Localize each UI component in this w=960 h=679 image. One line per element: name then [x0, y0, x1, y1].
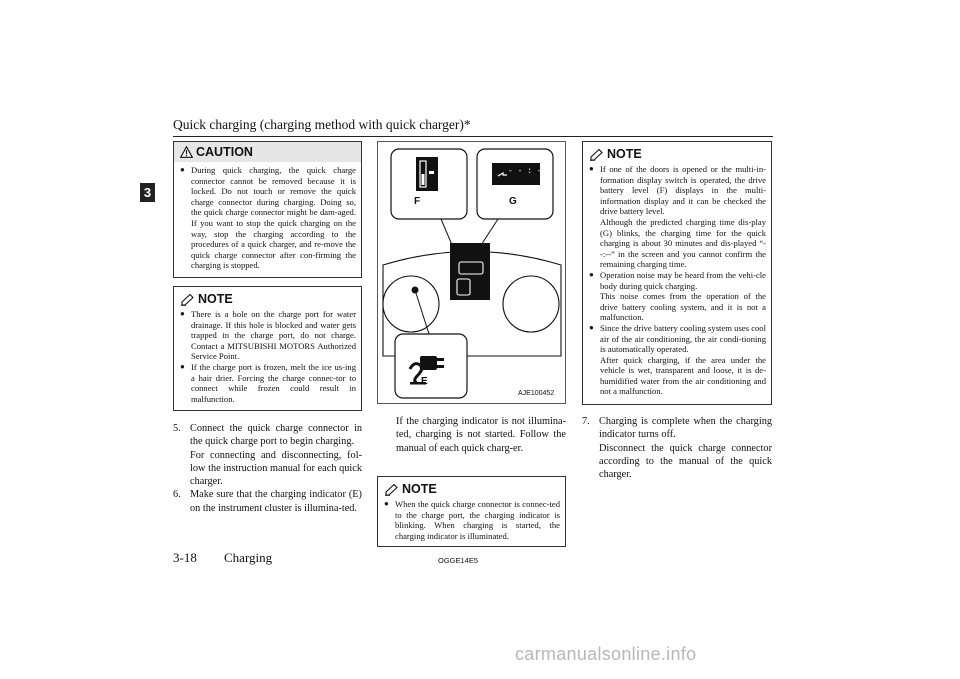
- note-item-text: If the charge port is frozen, melt the ice us-ing a hair drier. Forcing the charge connec-tor to connect while frozen could result in malfunction.: [191, 361, 356, 404]
- step-number: 7.: [582, 416, 590, 427]
- note-item: [589, 164, 766, 217]
- note-item: [180, 362, 356, 404]
- step-extra: Disconnect the quick charge connector according to the manual of the quick charger.: [599, 442, 772, 481]
- note-item: [589, 270, 766, 291]
- document-code: OGGE14E5: [438, 556, 479, 565]
- note-box-right: [582, 141, 772, 405]
- note-title: NOTE: [607, 147, 642, 161]
- note-title: NOTE: [198, 292, 233, 306]
- note-icon: [180, 293, 195, 306]
- note-box-right-header: [589, 146, 766, 162]
- note-box-middle: [377, 476, 566, 547]
- note-sub-text: After quick charging, if the area under the vehicle is wet, transparent and loose, it is de-humidified water from the air conditioning and not a malfunction.: [600, 354, 766, 397]
- instrument-cluster-figure: [377, 141, 566, 404]
- note-item: [589, 323, 766, 355]
- note-icon: [589, 148, 604, 161]
- note-icon: [384, 483, 399, 496]
- steps-right: [582, 415, 772, 481]
- bullet-icon: ●: [589, 164, 594, 173]
- label-e: E: [421, 376, 428, 387]
- watermark: carmanualsonline.info: [515, 644, 697, 664]
- note-title: NOTE: [402, 482, 437, 496]
- step-number: 6.: [173, 489, 181, 501]
- step-6: [173, 488, 362, 515]
- bullet-icon: ●: [589, 322, 594, 332]
- bullet-icon: ●: [384, 499, 389, 508]
- note-item-text: Since the drive battery cooling system uses cool air of the air conditioning, the air condi-tioning is automatically operated.: [600, 322, 766, 355]
- label-g: G: [509, 196, 517, 207]
- caution-box-header: [174, 142, 361, 162]
- bullet-icon: ●: [180, 361, 185, 371]
- note-sub-text: This noise comes from the operation of the drive battery cooling system, and it is not a malfunction.: [600, 291, 766, 323]
- page-number: 3-18: [173, 550, 197, 565]
- bullet-icon: ●: [180, 165, 185, 174]
- header-rule: [173, 136, 773, 137]
- caution-item: [180, 165, 356, 271]
- steps-left: [173, 422, 362, 515]
- label-f: F: [414, 196, 421, 207]
- right-gauge: [503, 276, 559, 332]
- note-item-text: If one of the doors is opened or the multi-in-formation display switch is operated, the drive battery level (F) displays in the multi-information display and it can be checked the drive battery level.: [600, 164, 766, 217]
- note-item: [384, 499, 560, 541]
- step-text: Make sure that the charging indicator (E) on the instrument cluster is illumina-ted.: [190, 489, 362, 514]
- bullet-icon: ●: [589, 269, 594, 279]
- cluster-illustration: [378, 142, 567, 405]
- middle-paragraph: If the charging indicator is not illumina-ted, charging is not started. Follow the manual of each quick charg-er.: [396, 416, 566, 454]
- battery-level-display: [416, 157, 438, 191]
- chapter-tab: 3: [140, 183, 155, 202]
- note-box-left-header: [180, 291, 356, 307]
- warning-icon: [180, 146, 193, 158]
- section-name: Charging: [224, 550, 273, 565]
- step-extra: For connecting and disconnecting, fol-low the instruction manual for each quick charger.: [190, 449, 362, 488]
- step-5: [173, 422, 362, 488]
- caution-box: [173, 141, 362, 278]
- step-text: Connect the quick charge connector in the quick charge port to begin charging.: [190, 423, 362, 448]
- caution-item-text: During quick charging, the quick charge connector cannot be removed because it is locked. Do not touch or remove the quick charge connector during charging. Doing so, the quick charge connector might be dam-aged. If you want to stop the quick charging on the way, stop the charging according to the procedures of a quick charger, and re-move the quick charge connector after con-firming the charging is stopped.: [191, 165, 356, 271]
- note-item-text: Operation noise may be heard from the vehi-cle body during quick charging.: [600, 269, 766, 291]
- step-number: 5.: [173, 423, 181, 434]
- note-box-middle-header: [384, 481, 560, 497]
- caution-title: CAUTION: [196, 145, 253, 159]
- step-7: [582, 415, 772, 481]
- display-text: - - : - -: [508, 167, 552, 176]
- note-item: [180, 309, 356, 362]
- note-box-left: [173, 286, 362, 411]
- figure-code: AJE100452: [518, 390, 555, 397]
- bullet-icon: ●: [180, 309, 185, 318]
- note-item-text: When the quick charge connector is connec-ted to the charge port, the charging indicator is blinking. When charging is started, the charging indicator is illuminated.: [395, 499, 560, 541]
- step-text: Charging is complete when the charging indicator turns off.: [599, 416, 772, 441]
- note-item-text: There is a hole on the charge port for water drainage. If this hole is blocked and water gets trapped in the charge port, do not charge. Contact a MITSUBISHI MOTORS Authorized Service Point.: [191, 309, 356, 362]
- page-header-title: Quick charging (charging method with quick charger)*: [173, 117, 471, 132]
- left-gauge: [383, 276, 439, 332]
- note-sub-text: Although the predicted charging time dis-play (G) blinks, the charging time for the quick charging is about 30 minutes and dis-played “--:--” in the screen and you cannot confirm the remaining charging time.: [600, 216, 766, 270]
